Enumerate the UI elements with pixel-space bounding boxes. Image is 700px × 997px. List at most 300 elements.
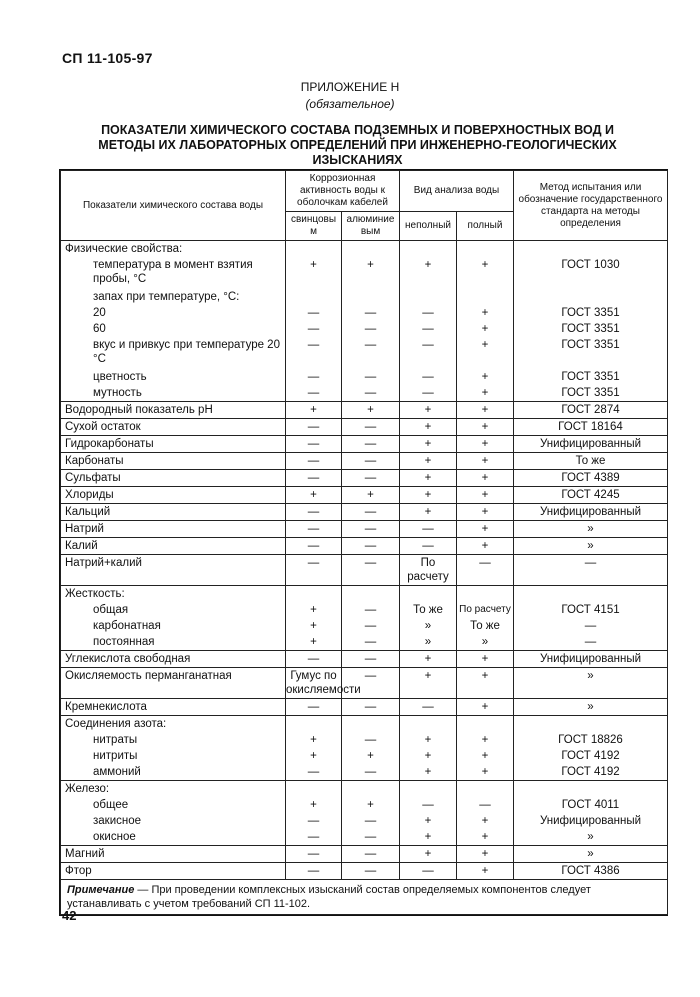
partial-value: + xyxy=(424,734,432,746)
full-value: + xyxy=(481,259,489,271)
partial-value: + xyxy=(424,259,432,271)
lead-cell xyxy=(286,651,342,668)
table-row xyxy=(61,487,668,504)
indicator-cell xyxy=(61,504,286,521)
al-value: — xyxy=(364,670,377,682)
note-label: Примечание xyxy=(67,884,135,896)
lead-cell xyxy=(286,487,342,504)
table-row xyxy=(61,521,668,538)
partial-cell xyxy=(400,521,457,538)
table-row xyxy=(61,419,668,436)
al-value: — xyxy=(364,307,377,319)
document-code: СП 11-105-97 xyxy=(62,50,153,66)
method-cell xyxy=(514,453,668,470)
full-value xyxy=(457,241,513,257)
indicator-label: Сухой остаток xyxy=(65,421,141,433)
method-value: ГОСТ 4192 xyxy=(561,766,620,778)
partial-value: + xyxy=(424,815,432,827)
lead-value: + xyxy=(310,604,317,616)
partial-value: + xyxy=(424,750,432,762)
full-value: — xyxy=(479,799,491,811)
lead-cell xyxy=(286,699,342,716)
method-value: ГОСТ 3351 xyxy=(561,323,620,335)
al-cell xyxy=(342,241,400,402)
full-cell xyxy=(457,555,514,586)
full-cell xyxy=(457,846,514,863)
indicator-cell xyxy=(61,846,286,863)
method-value: Унифицированный xyxy=(539,815,642,827)
method-value: » xyxy=(587,848,594,860)
full-cell xyxy=(457,521,514,538)
full-value: + xyxy=(481,506,489,518)
table-body xyxy=(61,241,668,880)
full-value: » xyxy=(481,636,489,648)
method-cell xyxy=(514,241,668,402)
partial-value: » xyxy=(424,620,432,632)
al-cell xyxy=(342,436,400,453)
al-cell xyxy=(342,538,400,555)
partial-cell xyxy=(400,716,457,781)
al-value: — xyxy=(364,620,377,632)
method-value: ГОСТ 4151 xyxy=(561,604,620,616)
method-cell xyxy=(514,846,668,863)
full-cell xyxy=(457,470,514,487)
al-value: — xyxy=(364,472,377,484)
full-value: + xyxy=(481,540,489,552)
partial-cell xyxy=(400,241,457,402)
full-value xyxy=(457,716,513,732)
partial-value: — xyxy=(422,323,434,335)
lead-cell xyxy=(286,453,342,470)
method-value: ГОСТ 3351 xyxy=(561,371,620,383)
method-value: » xyxy=(587,701,594,713)
lead-cell xyxy=(286,504,342,521)
partial-value: + xyxy=(424,421,432,433)
table-row xyxy=(61,846,668,863)
partial-value: + xyxy=(424,506,432,518)
partial-value: + xyxy=(424,766,432,778)
partial-value: По расчету xyxy=(407,557,449,583)
indicator-cell xyxy=(61,436,286,453)
partial-cell xyxy=(400,651,457,668)
partial-value: То же xyxy=(413,604,443,616)
method-value xyxy=(514,586,667,602)
full-cell xyxy=(457,487,514,504)
method-value: — xyxy=(584,620,597,632)
indicator-label: Калий xyxy=(65,540,98,552)
indicator-cell xyxy=(61,241,286,402)
partial-value: — xyxy=(422,371,434,383)
al-value: — xyxy=(364,766,377,778)
method-value: Унифицированный xyxy=(539,438,642,450)
partial-value: — xyxy=(422,339,434,351)
table-row xyxy=(61,436,668,453)
page-number: 42 xyxy=(62,908,77,923)
al-cell xyxy=(342,651,400,668)
method-value: » xyxy=(587,523,594,535)
partial-value: — xyxy=(422,701,434,713)
indicator-subitem: постоянная xyxy=(93,636,155,648)
lead-cell xyxy=(286,402,342,419)
table-row xyxy=(61,668,668,699)
lead-value: — xyxy=(307,323,320,335)
method-value: То же xyxy=(575,455,606,467)
al-value: — xyxy=(364,523,377,535)
al-value: + xyxy=(367,489,374,501)
lead-value: — xyxy=(307,421,320,433)
lead-value: Гумус по окисляемости xyxy=(286,670,361,696)
table-row xyxy=(61,453,668,470)
indicator-label: Жесткость: xyxy=(65,588,125,600)
indicator-label: Гидрокарбонаты xyxy=(65,438,154,450)
indicator-subitem: 60 xyxy=(93,323,106,335)
al-value: — xyxy=(364,604,377,616)
lead-cell xyxy=(286,538,342,555)
partial-value: — xyxy=(422,307,434,319)
indicator-cell xyxy=(61,651,286,668)
header-aluminum: алюминиевым xyxy=(342,212,400,241)
method-cell xyxy=(514,419,668,436)
partial-value xyxy=(400,716,456,732)
lead-value: — xyxy=(307,455,320,467)
indicator-cell xyxy=(61,863,286,880)
lead-cell xyxy=(286,668,361,699)
full-cell xyxy=(457,538,514,555)
method-cell xyxy=(514,586,668,651)
full-value: + xyxy=(481,701,489,713)
header-indicators: Показатели химического состава воды xyxy=(61,171,286,241)
lead-value: — xyxy=(307,557,320,569)
appendix-status: (обязательное) xyxy=(305,97,395,111)
full-value: + xyxy=(481,489,489,501)
lead-value: + xyxy=(310,620,317,632)
lead-cell xyxy=(286,716,342,781)
lead-value: — xyxy=(307,701,320,713)
al-cell xyxy=(342,487,400,504)
partial-value xyxy=(400,289,456,305)
lead-value: — xyxy=(307,371,320,383)
indicator-cell xyxy=(61,521,286,538)
full-cell xyxy=(457,699,514,716)
table-row xyxy=(61,241,668,402)
method-value: ГОСТ 3351 xyxy=(561,387,620,399)
al-value: — xyxy=(364,831,377,843)
full-value: По расчету xyxy=(459,604,511,615)
al-value xyxy=(342,716,399,732)
method-value: ГОСТ 4386 xyxy=(561,865,620,877)
indicator-subitem: закисное xyxy=(93,815,142,827)
al-cell xyxy=(342,846,400,863)
method-value: ГОСТ 4011 xyxy=(561,799,620,811)
lead-value: — xyxy=(307,540,320,552)
al-value: — xyxy=(364,815,377,827)
full-value xyxy=(457,289,513,305)
lead-value: — xyxy=(307,339,320,351)
method-cell xyxy=(514,781,668,846)
lead-value: — xyxy=(307,387,320,399)
indicator-cell xyxy=(61,781,286,846)
full-cell xyxy=(457,504,514,521)
full-cell xyxy=(457,586,514,651)
indicator-cell xyxy=(61,586,286,651)
lead-value: — xyxy=(307,815,320,827)
al-value: — xyxy=(364,506,377,518)
full-cell xyxy=(457,241,514,402)
indicator-subitem: 20 xyxy=(93,307,106,319)
partial-cell xyxy=(400,419,457,436)
method-cell xyxy=(514,521,668,538)
full-value: + xyxy=(481,750,489,762)
partial-cell xyxy=(400,555,457,586)
full-value xyxy=(457,586,513,602)
lead-cell xyxy=(286,863,342,880)
full-cell xyxy=(457,668,514,699)
method-value: ГОСТ 4245 xyxy=(561,489,620,501)
lead-value: — xyxy=(307,438,320,450)
full-value: То же xyxy=(470,620,500,632)
indicator-label: Водородный показатель рН xyxy=(65,404,213,416)
note-text: — При проведении комплексных изысканий состав определяемых компонентов следует устанавливать с учетом требований СП 11-102. xyxy=(67,884,591,910)
header-full: полный xyxy=(457,212,514,241)
al-cell xyxy=(342,453,400,470)
partial-value: + xyxy=(424,404,432,416)
al-value xyxy=(342,586,399,602)
full-cell xyxy=(457,436,514,453)
al-value: — xyxy=(364,636,377,648)
method-cell xyxy=(514,538,668,555)
al-value: + xyxy=(367,799,374,811)
al-value: — xyxy=(364,734,377,746)
method-value xyxy=(514,289,667,305)
partial-value: + xyxy=(424,438,432,450)
partial-cell xyxy=(400,453,457,470)
indicator-label: Карбонаты xyxy=(65,455,124,467)
header-method: Метод испытания или обозначение государственного стандарта на методы определения xyxy=(514,171,668,241)
lead-value: + xyxy=(310,799,317,811)
indicator-label: Кальций xyxy=(65,506,111,518)
lead-value: + xyxy=(310,636,317,648)
indicator-subitem: аммоний xyxy=(93,766,141,778)
lead-value: — xyxy=(307,523,320,535)
lead-value: + xyxy=(310,489,317,501)
lead-value: — xyxy=(307,865,320,877)
table-row xyxy=(61,586,668,651)
table-row xyxy=(61,555,668,586)
indicator-label: Физические свойства: xyxy=(65,243,183,255)
method-cell xyxy=(514,699,668,716)
full-value: + xyxy=(481,421,489,433)
partial-value: — xyxy=(422,799,434,811)
indicator-subitem: нитраты xyxy=(93,734,138,746)
table-row xyxy=(61,716,668,781)
method-value: ГОСТ 1030 xyxy=(561,259,620,271)
indicator-cell xyxy=(61,487,286,504)
indicator-label: Сульфаты xyxy=(65,472,121,484)
al-value: — xyxy=(364,421,377,433)
full-cell xyxy=(457,419,514,436)
al-cell xyxy=(342,504,400,521)
al-cell xyxy=(342,521,400,538)
full-value: + xyxy=(481,371,489,383)
header-analysis: Вид анализа воды xyxy=(400,171,514,212)
full-cell xyxy=(457,716,514,781)
al-cell xyxy=(342,555,400,586)
lead-value xyxy=(286,289,341,305)
full-value: + xyxy=(481,307,489,319)
lead-cell xyxy=(286,846,342,863)
partial-value: + xyxy=(424,455,432,467)
full-cell xyxy=(457,402,514,419)
table-row xyxy=(61,402,668,419)
lead-value xyxy=(286,241,341,257)
lead-cell xyxy=(286,470,342,487)
full-value: + xyxy=(481,815,489,827)
table-row xyxy=(61,781,668,846)
al-value xyxy=(342,289,399,305)
method-value: ГОСТ 2874 xyxy=(561,404,620,416)
indicator-label: Соединения азота: xyxy=(65,718,167,730)
full-cell xyxy=(457,863,514,880)
method-cell xyxy=(514,470,668,487)
method-cell xyxy=(514,716,668,781)
al-value: — xyxy=(364,557,377,569)
lead-value: — xyxy=(307,766,320,778)
partial-cell xyxy=(400,436,457,453)
lead-cell xyxy=(286,555,342,586)
table-row xyxy=(61,699,668,716)
indicator-subitem: окисное xyxy=(93,831,136,843)
full-value: + xyxy=(481,323,489,335)
al-value: — xyxy=(364,387,377,399)
indicator-label: Натрий+калий xyxy=(65,557,142,569)
al-cell xyxy=(342,586,400,651)
method-cell xyxy=(514,436,668,453)
method-value: ГОСТ 18826 xyxy=(558,734,623,746)
partial-value: + xyxy=(424,831,432,843)
indicator-subitem: температура в момент взятия пробы, °С xyxy=(93,259,253,285)
method-value xyxy=(514,716,667,732)
table-row xyxy=(61,651,668,668)
partial-cell xyxy=(400,487,457,504)
method-value: Унифицированный xyxy=(539,653,642,665)
partial-value: + xyxy=(424,670,432,682)
lead-value: + xyxy=(310,404,317,416)
al-value xyxy=(342,781,399,797)
method-value: ГОСТ 3351 xyxy=(561,339,620,351)
full-value: + xyxy=(481,404,489,416)
indicator-label: Окисляемость перманганатная xyxy=(65,670,232,682)
indicator-subitem: нитриты xyxy=(93,750,138,762)
indicator-cell xyxy=(61,402,286,419)
lead-value xyxy=(286,586,341,602)
full-value: + xyxy=(481,848,489,860)
lead-cell xyxy=(286,419,342,436)
indicator-subitem: общее xyxy=(93,799,129,811)
lead-value: + xyxy=(310,750,317,762)
indicator-cell xyxy=(61,716,286,781)
table-row xyxy=(61,504,668,521)
header-lead: свинцовым xyxy=(286,212,342,241)
al-value: — xyxy=(364,323,377,335)
al-value: — xyxy=(364,540,377,552)
method-value: ГОСТ 4192 xyxy=(561,750,620,762)
full-value: + xyxy=(481,734,489,746)
al-cell xyxy=(342,863,400,880)
indicator-label: Натрий xyxy=(65,523,104,535)
full-value: + xyxy=(481,523,489,535)
al-cell xyxy=(342,716,400,781)
lead-cell xyxy=(286,241,342,402)
method-value: ГОСТ 4389 xyxy=(561,472,620,484)
method-value xyxy=(514,241,667,257)
full-value: + xyxy=(481,831,489,843)
lead-value: — xyxy=(307,848,320,860)
indicator-cell xyxy=(61,699,286,716)
al-value: + xyxy=(367,404,374,416)
indicator-subitem: вкус и привкус при температуре 20 °С xyxy=(93,339,280,365)
method-value: — xyxy=(584,557,597,569)
indicator-label: Углекислота свободная xyxy=(65,653,191,665)
method-value: ГОСТ 3351 xyxy=(561,307,620,319)
al-value: — xyxy=(364,865,377,877)
partial-value: + xyxy=(424,848,432,860)
full-cell xyxy=(457,453,514,470)
partial-value: » xyxy=(424,636,432,648)
partial-cell xyxy=(400,402,457,419)
al-value: — xyxy=(364,701,377,713)
partial-cell xyxy=(400,586,457,651)
document-title: ПОКАЗАТЕЛИ ХИМИЧЕСКОГО СОСТАВА ПОДЗЕМНЫХ И ПОВЕРХНОСТНЫХ ВОД И МЕТОДЫ ИХ ЛАБОРАТОРНЫХ ОПРЕДЕЛЕНИЙ ПРИ ИНЖЕНЕРНО-ГЕОЛОГИЧЕСКИХ ИЗЫСКАНИЯХ xyxy=(98,123,617,167)
method-cell xyxy=(514,668,668,699)
indicator-cell xyxy=(61,555,286,586)
indicator-subitem: общая xyxy=(93,604,129,616)
full-value: + xyxy=(481,472,489,484)
al-value xyxy=(342,241,399,257)
indicator-label: Железо: xyxy=(65,783,110,795)
lead-value xyxy=(286,781,341,797)
al-value: — xyxy=(364,438,377,450)
partial-value: — xyxy=(422,540,434,552)
header-corrosive: Коррозионная активность воды к оболочкам кабелей xyxy=(286,171,400,212)
lead-cell xyxy=(286,781,342,846)
lead-value: — xyxy=(307,472,320,484)
al-value: — xyxy=(364,339,377,351)
partial-cell xyxy=(400,846,457,863)
method-value: ГОСТ 18164 xyxy=(558,421,623,433)
indicator-cell xyxy=(61,453,286,470)
al-cell xyxy=(342,470,400,487)
indicator-cell xyxy=(61,419,286,436)
al-value: — xyxy=(364,371,377,383)
partial-cell xyxy=(400,470,457,487)
indicator-subitem: запах при температуре, °С: xyxy=(93,291,240,303)
full-cell xyxy=(457,651,514,668)
partial-cell xyxy=(400,668,457,699)
partial-value: + xyxy=(424,653,432,665)
table-row xyxy=(61,863,668,880)
full-value: + xyxy=(481,438,489,450)
method-cell xyxy=(514,504,668,521)
partial-value xyxy=(400,586,456,602)
partial-value: + xyxy=(424,489,432,501)
indicator-label: Фтор xyxy=(65,865,92,877)
partial-cell xyxy=(400,504,457,521)
table-note xyxy=(61,880,668,915)
header-partial: неполный xyxy=(400,212,457,241)
indicator-label: Хлориды xyxy=(65,489,114,501)
al-value: — xyxy=(364,653,377,665)
full-value: + xyxy=(481,670,489,682)
